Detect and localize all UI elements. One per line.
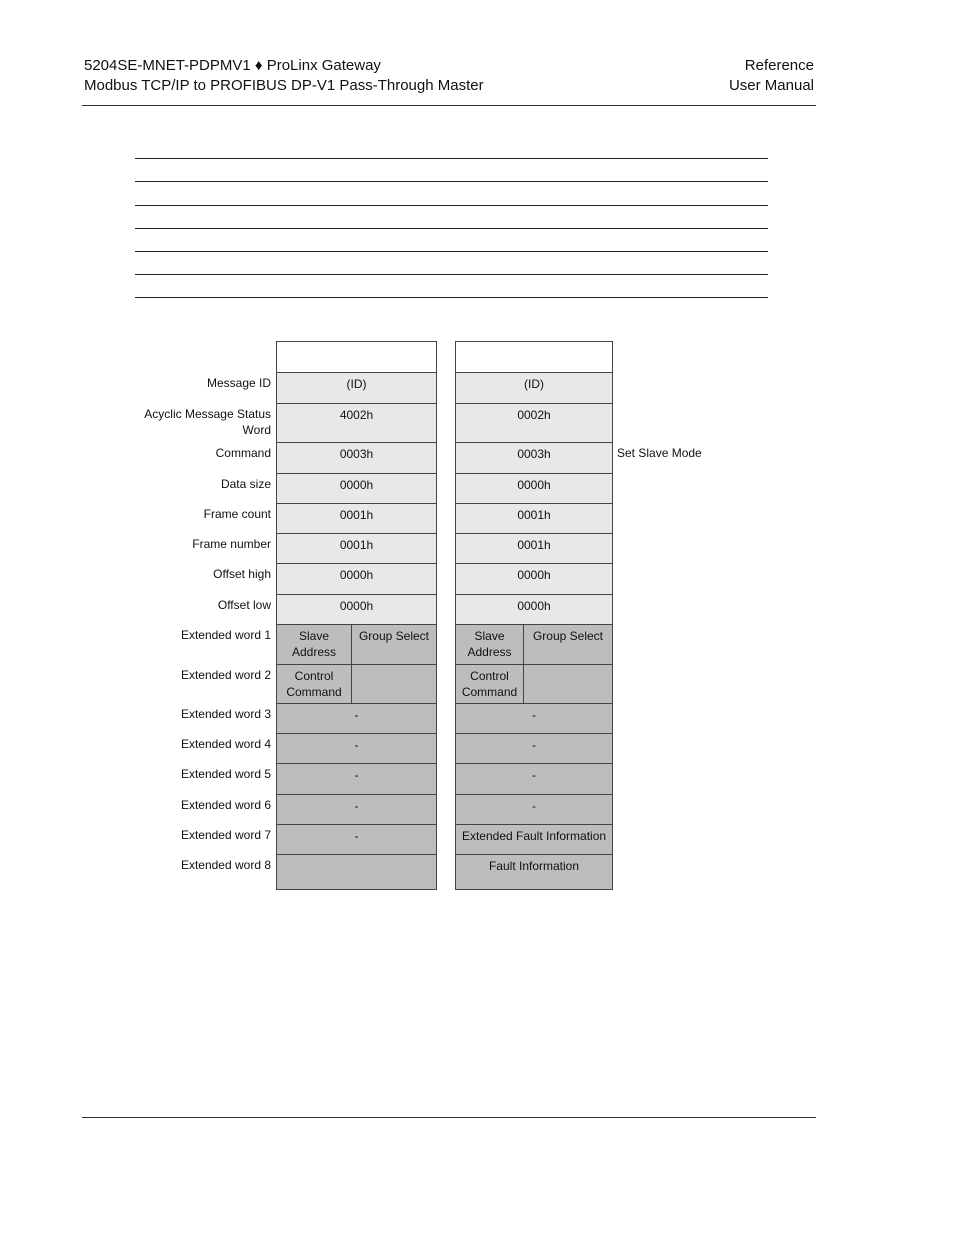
resp-command: 0003h — [456, 442, 612, 473]
row-label-ext-word-6: Extended word 6 — [180, 798, 271, 812]
row-label-message-id: Message ID — [206, 376, 271, 390]
command-note: Set Slave Mode — [617, 446, 702, 460]
resp-ext-word-8: Fault Information — [456, 854, 612, 889]
resp-ext-word-2-low — [524, 665, 612, 703]
req-message-id: (ID) — [277, 372, 436, 403]
resp-ext-word-4: - — [456, 733, 612, 763]
product-title: 5204SE-MNET-PDPMV1 ♦ ProLinx Gateway — [84, 57, 381, 74]
req-frame-count: 0001h — [277, 503, 436, 533]
req-group-select: Group Select — [358, 629, 430, 643]
response-message-block — [455, 341, 613, 890]
table-rule — [135, 274, 768, 275]
table-rule — [135, 251, 768, 252]
resp-status-word: 0002h — [456, 403, 612, 442]
req-ext-word-2 — [277, 664, 436, 703]
req-ext-word-2-low — [352, 665, 436, 703]
resp-frame-number: 0001h — [456, 533, 612, 563]
table-rule — [135, 181, 768, 182]
req-status-word: 4002h — [277, 403, 436, 442]
resp-ext-word-5: - — [456, 763, 612, 794]
row-label-ext-word-3: Extended word 3 — [180, 707, 271, 721]
resp-group-select: Group Select — [532, 629, 604, 643]
request-message-block — [276, 341, 437, 890]
row-label-ext-word-8: Extended word 8 — [180, 858, 271, 872]
req-ext-word-8 — [277, 854, 436, 889]
table-rule — [135, 158, 768, 159]
resp-frame-count: 0001h — [456, 503, 612, 533]
req-slave-address: Slave Address — [277, 625, 352, 664]
row-label-ext-word-7: Extended word 7 — [180, 828, 271, 842]
response-header-cell — [456, 342, 612, 372]
row-label-status-word: Acyclic Message Status Word — [144, 407, 271, 437]
table-rule — [135, 297, 768, 298]
resp-ext-word-6: - — [456, 794, 612, 824]
row-label-ext-word-4: Extended word 4 — [180, 737, 271, 751]
table-rule — [135, 228, 768, 229]
req-ext-word-7: - — [277, 824, 436, 854]
req-data-size: 0000h — [277, 473, 436, 503]
manual-title: User Manual — [728, 77, 814, 94]
resp-offset-low: 0000h — [456, 594, 612, 624]
row-label-command: Command — [215, 446, 271, 460]
row-label-ext-word-1: Extended word 1 — [180, 628, 271, 642]
row-label-ext-word-5: Extended word 5 — [180, 767, 271, 781]
row-label-frame-count: Frame count — [203, 507, 271, 521]
req-frame-number: 0001h — [277, 533, 436, 563]
resp-ext-word-7: Extended Fault Information — [456, 824, 612, 854]
product-subtitle: Modbus TCP/IP to PROFIBUS DP-V1 Pass-Through Master — [84, 77, 484, 94]
resp-ext-word-1 — [456, 624, 612, 664]
header-divider — [82, 105, 816, 106]
req-offset-low: 0000h — [277, 594, 436, 624]
row-label-ext-word-2: Extended word 2 — [180, 668, 271, 682]
resp-data-size: 0000h — [456, 473, 612, 503]
req-ext-word-5: - — [277, 763, 436, 794]
req-ext-word-4: - — [277, 733, 436, 763]
req-ext-word-3: - — [277, 703, 436, 733]
row-label-offset-high: Offset high — [213, 567, 271, 581]
req-ext-word-1 — [277, 624, 436, 664]
row-label-offset-low: Offset low — [217, 598, 271, 612]
resp-message-id: (ID) — [456, 372, 612, 403]
request-header-cell — [277, 342, 436, 372]
row-label-frame-number: Frame number — [192, 537, 271, 551]
resp-slave-address: Slave Address — [456, 625, 524, 664]
req-control-command: Control Command — [277, 665, 352, 703]
resp-ext-word-3: - — [456, 703, 612, 733]
document-header-left — [84, 56, 484, 96]
footer-divider — [82, 1117, 816, 1118]
resp-offset-high: 0000h — [456, 563, 612, 594]
row-label-data-size: Data size — [220, 477, 271, 491]
req-ext-word-6: - — [277, 794, 436, 824]
resp-ext-word-2 — [456, 664, 612, 703]
resp-control-command: Control Command — [456, 665, 524, 703]
req-command: 0003h — [277, 442, 436, 473]
section-title: Reference — [744, 57, 814, 74]
table-rule — [135, 205, 768, 206]
req-offset-high: 0000h — [277, 563, 436, 594]
document-header-right — [729, 56, 814, 96]
